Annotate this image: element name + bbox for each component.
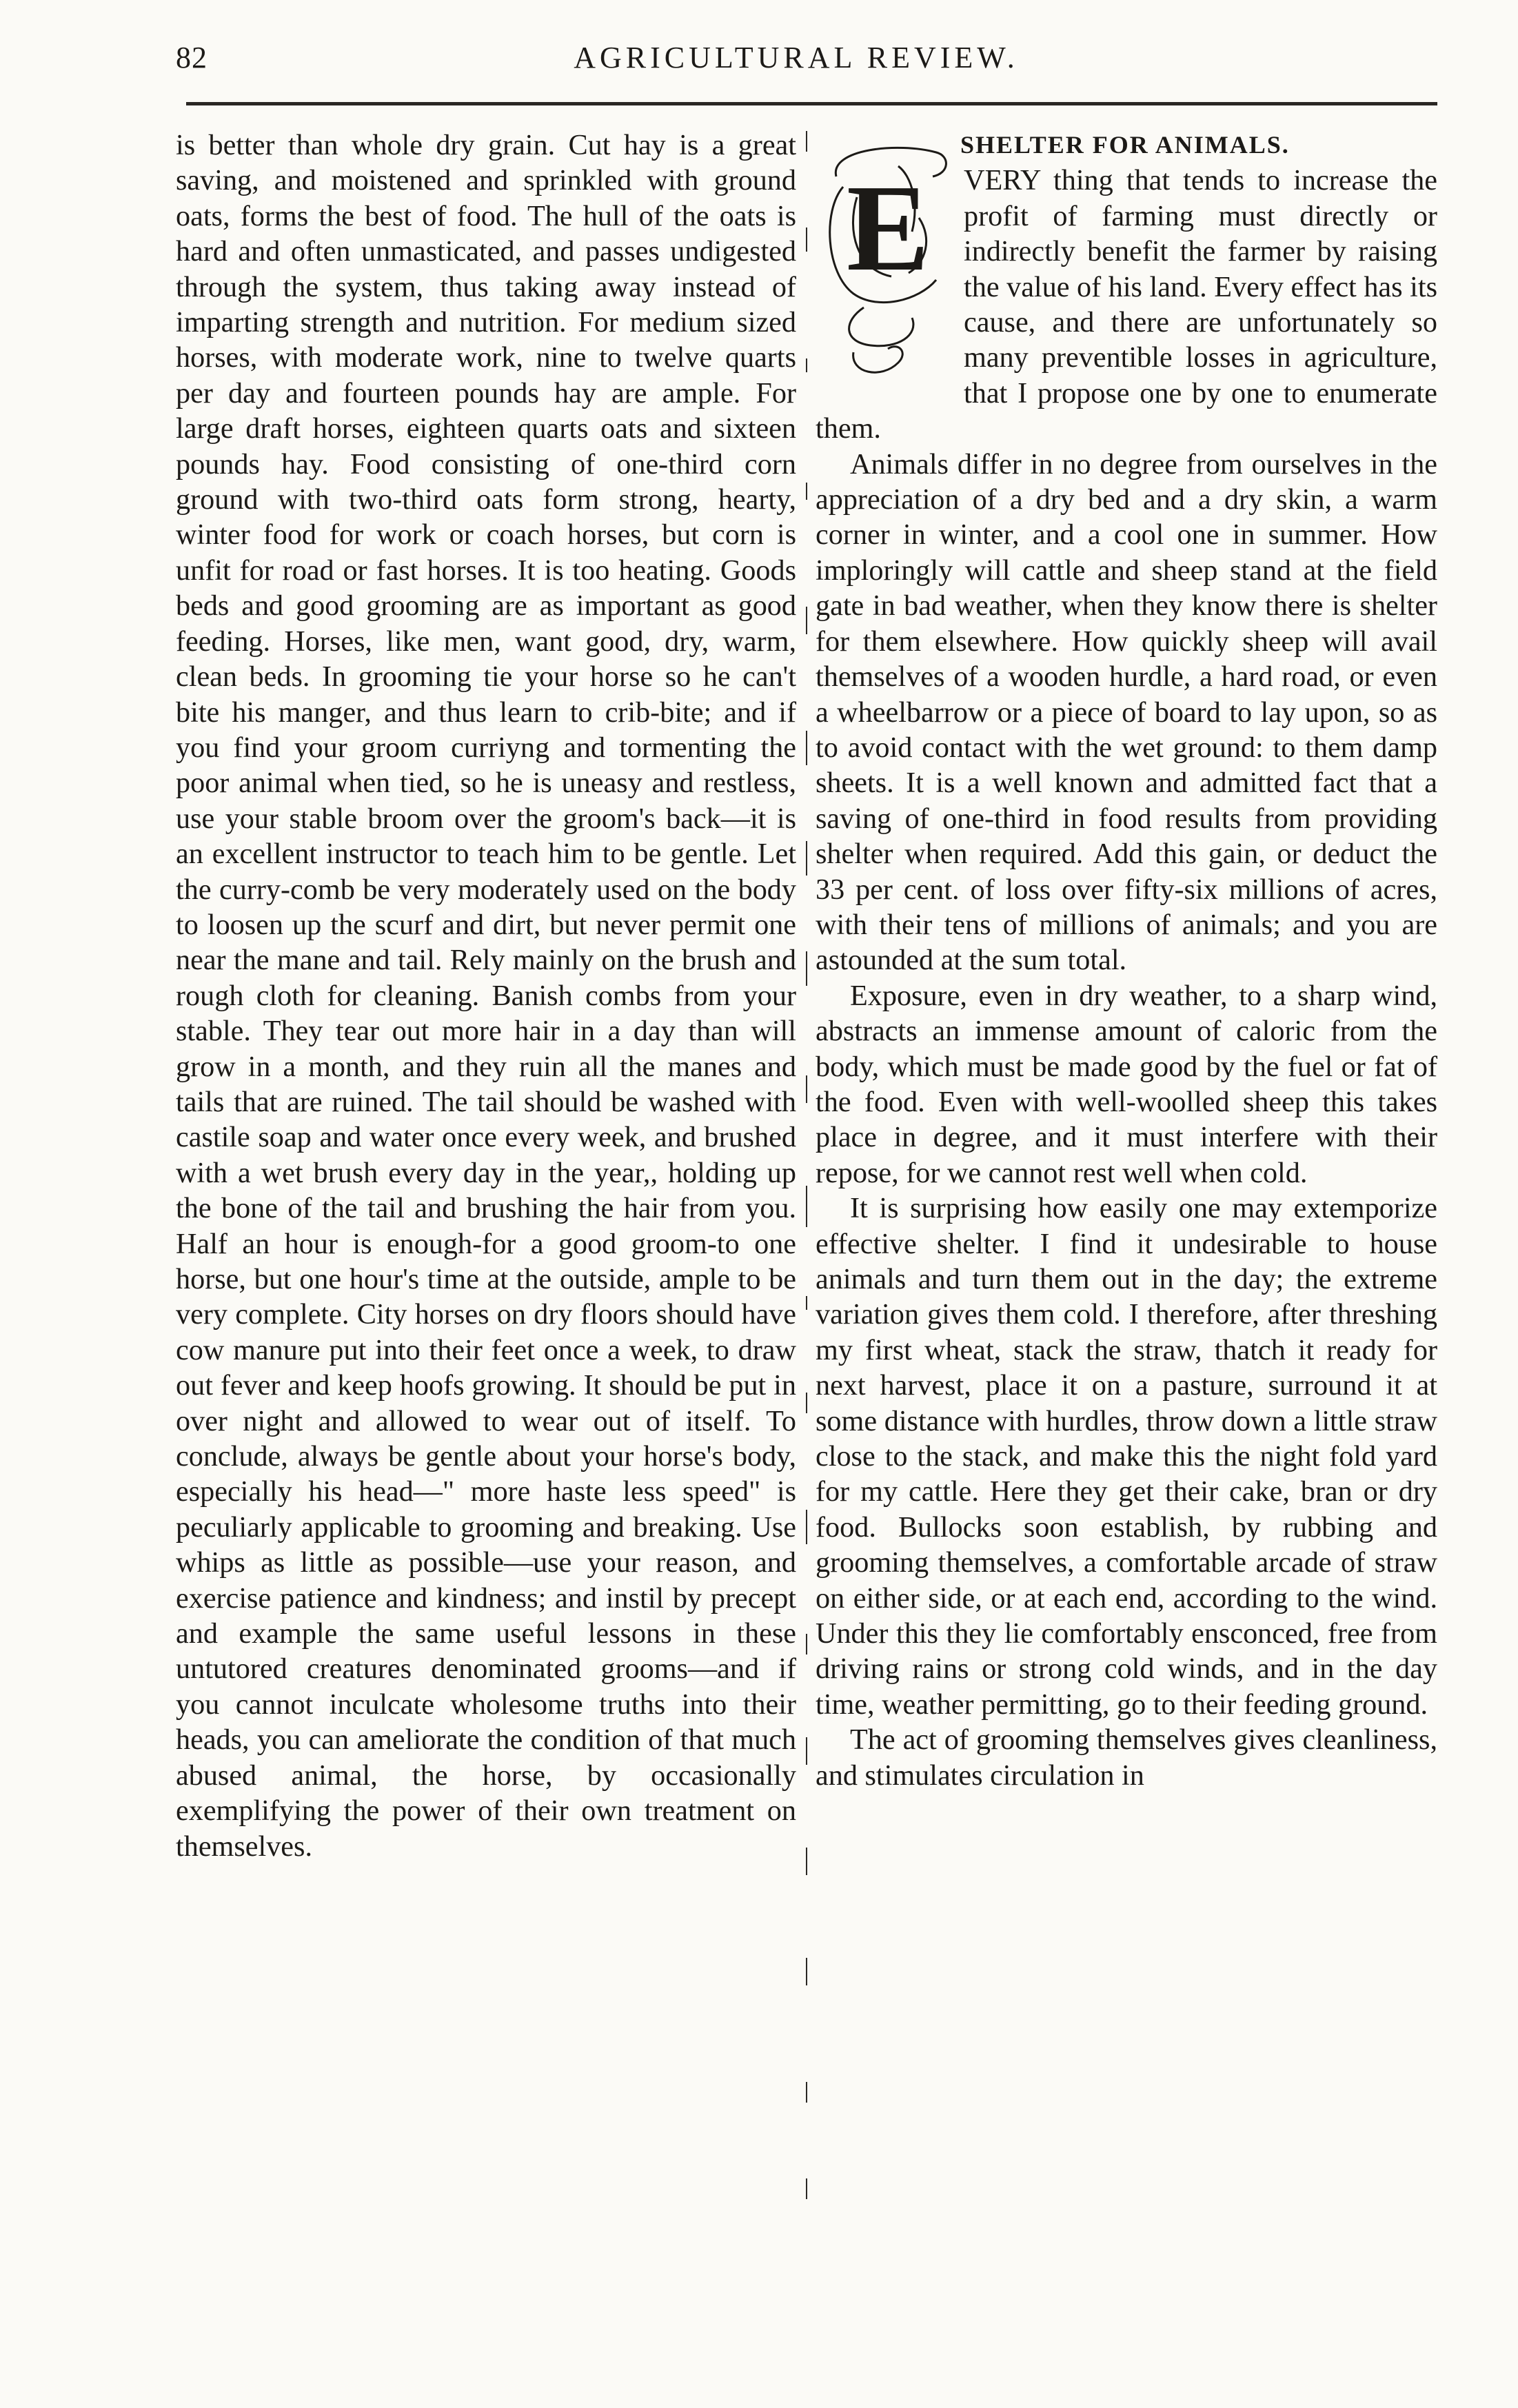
running-head: AGRICULTURAL REVIEW. [574,41,1019,74]
ornamental-drop-cap-image [816,135,957,387]
right-paragraph-3: Exposure, even in dry weather, to a sharp wind, abstracts an immense amount of caloric from the body, which must be made good by the fuel or fat of the food. Even with well-woolled sheep this takes place in degree, and it must interfere with their repose, for we cannot rest well when cold. [816,979,1437,1189]
article-title: SHELTER FOR ANIMALS. [960,131,1290,159]
page-number: 82 [176,41,208,74]
drop-cap-letter: E [847,159,930,297]
right-paragraph-2: Animals differ in no degree from ourselves in the appreciation of a dry bed and a dry skin, a warm corner in winter, and a cool one in summer. How imploringly will cattle and sheep stand at the field gate in bad weather, when they know there is shelter for them elsewhere. How quickly sheep will avail themselves of a wooden hurdle, a hard road, or even a wheelbarrow or a piece of board to lay upon, so as to avoid contact with the wet ground: to them damp sheets. It is a well known and admitted fact that a saving of one-third in food results from providing shelter when required. Add this gain, or deduct the 33 per cent. of loss over fifty-six millions of acres, with their tens of millions of animals; and you are astounded at the sum total. [816,447,1437,977]
right-paragraph-1: VERY thing that tends to increase the profit of farming must directly or indirectly benefit the farmer by raising the value of his land. Every effect has its cause, and there are unfortunately so many preventible losses in agriculture, that I propose one by one to enumerate them. [816,164,1437,445]
column-gutter-rule [801,124,812,2213]
left-column [176,128,796,1864]
right-paragraph-4: It is surprising how easily one may extemporize effective shelter. I find it undesirable to house animals and turn them out in the day; the extreme variation gives them cold. I therefore, after threshing my first wheat, stack the straw, thatch it ready for next harvest, place it on a pasture, surround it at some distance with hurdles, throw down a little straw close to the stack, and make this the night fold yard for my cattle. Here they get their cake, bran or dry food. Bullocks soon establish, by rubbing and grooming themselves, a comfortable arcade of straw on either side, or at each end, according to the wind. Under this they lie comfortably ensconced, free from driving rains or strong cold winds, and in the day time, weather permitting, go to their feeding ground. [816,1192,1437,1721]
page-header [176,40,1417,81]
left-paragraph-1: is better than whole dry grain. Cut hay is a great saving, and moistened and sprinkled with ground oats, forms the best of food. The hull of the oats is hard and often unmasticated, and passes undigested through the system, thus taking away instead of imparting strength and nutrition. For medium sized horses, with moderate work, nine to twelve quarts per day and fourteen pounds hay are ample. For large draft horses, eighteen quarts oats and sixteen pounds hay. Food consisting of one-third corn ground with two-third oats form strong, hearty, winter food for work or coach horses, but corn is unfit for road or fast horses. It is too heating. Goods beds and good grooming are as important as good feeding. Horses, like men, want good, dry, warm, clean beds. In grooming tie your horse so he can't bite his manger, and thus learn to crib-bite; and if you find your groom curriyng and tormenting the poor animal when tied, so he is uneasy and restless, use your stable broom over the groom's back—it is an excellent instructor to teach him to be gentle. Let the curry-comb be very moderately used on the body to loosen up the scurf and dirt, but never permit one near the mane and tail. Rely mainly on the brush and rough cloth for cleaning. Banish combs from your stable. They tear out more hair in a day than will grow in a month, and they ruin all the manes and tails that are ruined. The tail should be washed with castile soap and water once every week, and brushed with a wet brush every day in the year,, holding up the bone of the tail and brushing the hair from you. Half an hour is enough-for a good groom-to one horse, but one hour's time at the outside, ample to be very complete. City horses on dry floors should have cow manure put into their feet once a week, to draw out fever and keep hoofs growing. It should be put in over night and allowed to wear out of itself. To conclude, always be gentle about your horse's body, especially his head—" more haste less speed" is peculiarly applicable to grooming and breaking. Use whips as little as possible—use your reason, and exercise patience and kindness; and instil by precept and example the same useful lessons in these untutored creatures denominated grooms—and if you cannot inculcate wholesome truths into their heads, you can ameliorate the condition of that much abused animal, the horse, by occasionally exemplifying the power of their own treatment on themselves. [176,129,796,1863]
right-paragraph-5: The act of grooming themselves gives cleanliness, and stimulates circulation in [816,1723,1437,1792]
right-column [816,128,1437,1793]
header-rule [186,102,1437,105]
